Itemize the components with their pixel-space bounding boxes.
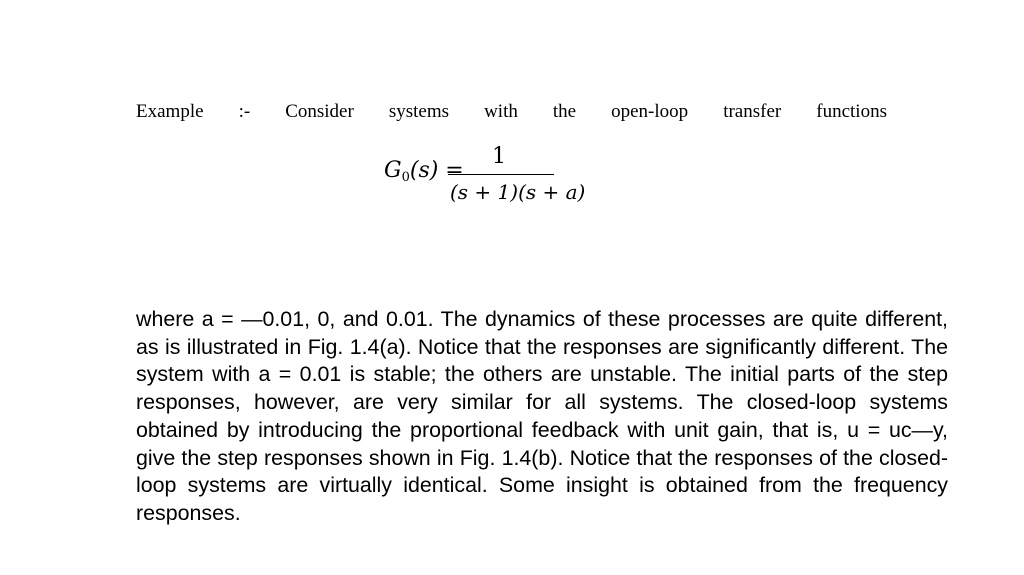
heading-word: Consider [285, 101, 354, 122]
example-heading [136, 100, 887, 124]
formula-lhs-subscript: 0 [401, 170, 410, 185]
heading-word: transfer [723, 101, 782, 122]
heading-word: systems [388, 101, 450, 122]
fraction-bar [448, 174, 554, 175]
formula-lhs-rest: (s) = [409, 158, 464, 183]
heading-word: with [484, 101, 518, 122]
formula-numerator: 1 [492, 144, 506, 169]
heading-word: the [552, 101, 577, 122]
body-paragraph: where a = —0.01, 0, and 0.01. The dynamics of these processes are quite different, as is illustrated in Fig. 1.4(a). Notice that the responses are significantly different. The system with a = 0.01 is stable; the others are unstable. The initial parts of the step responses, however, are very similar for all systems. The closed-loop systems obtained by introducing the proportional feedback with unit gain, that is, u = uc—y, give the step responses shown in Fig. 1.4(b). Notice that the responses of the closed-loop systems are virtually identical. Some insight is obtained from the frequency responses. [136, 307, 948, 525]
heading-word: functions [816, 101, 887, 122]
heading-word: :- [238, 101, 251, 122]
formula-denominator: (s + 1)(s + a) [450, 180, 586, 204]
formula-lhs-main: G [384, 158, 402, 183]
transfer-function-formula [380, 140, 586, 218]
heading-word: Example [136, 101, 204, 122]
heading-word: open-loop [611, 101, 689, 122]
